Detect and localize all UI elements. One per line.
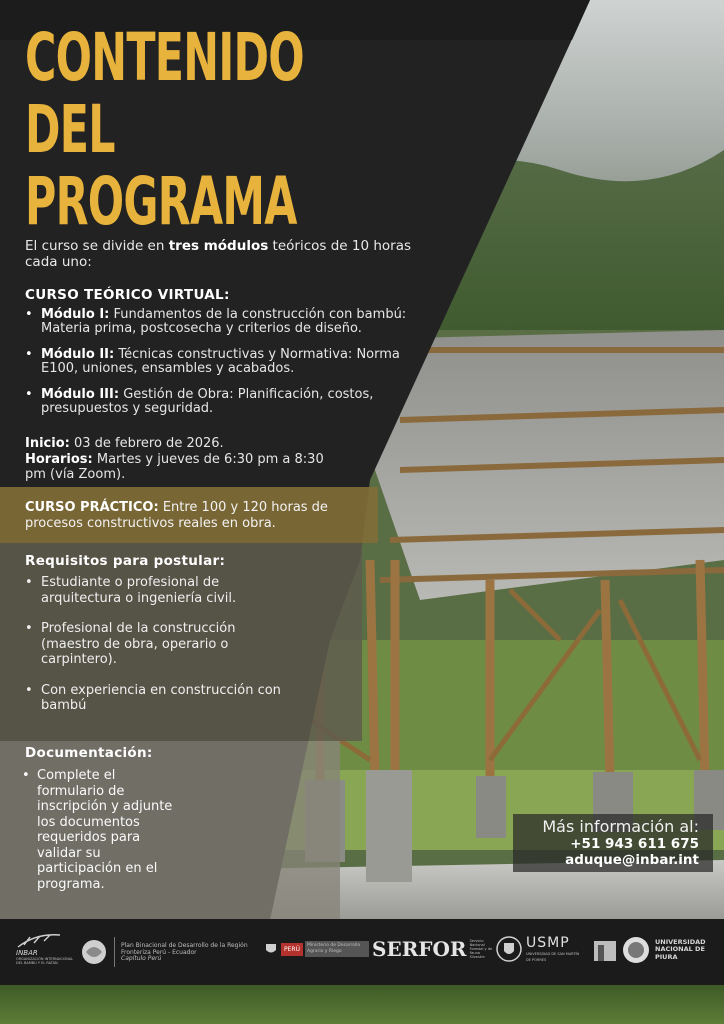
requisitos-list	[25, 575, 285, 729]
contact-phone[interactable]: +51 943 611 675	[570, 836, 699, 852]
inbar-name: INBAR	[16, 949, 38, 957]
usmp-logo	[496, 935, 582, 963]
contact-box	[513, 814, 713, 872]
plan-binacional-logo	[80, 937, 256, 967]
requisito-item: • Profesional de la construcción (maestro de obra, operario o carpintero).	[25, 621, 285, 668]
title-line-2: PROGRAMA	[25, 163, 297, 240]
peru-tag: PERÚ	[281, 943, 303, 956]
grass-strip	[0, 985, 724, 1024]
schedule	[25, 436, 325, 483]
title-line-1: CONTENIDO DEL	[25, 19, 304, 168]
building-icon	[592, 937, 618, 963]
logo-footer	[0, 919, 724, 985]
emblem-icon	[80, 938, 108, 966]
module-label: Módulo III:	[41, 387, 120, 402]
crest-icon	[496, 935, 522, 963]
plan-name: Plan Binacional de Desarrollo de la Región Fronteriza Perú - Ecuador	[121, 942, 248, 956]
module-text: Técnicas constructivas y Normativa: Norma E100, uniones, ensambles y acabados.	[41, 347, 400, 376]
plan-sub: Capítulo Perú	[121, 955, 162, 962]
documentacion-item: • Complete el formulario de inscripción y adjunte los documentos requeridos para validar su participación en el programa.	[22, 768, 182, 892]
module-text: Fundamentos de la construcción con bambú: Materia prima, postcosecha y criterios de diseño.	[41, 307, 407, 336]
page-title	[25, 19, 327, 240]
module-label: Módulo II:	[41, 347, 115, 362]
practico-value: Entre 100 y 120 horas de procesos constructivos reales en obra.	[25, 500, 328, 531]
unp-logo	[592, 935, 707, 965]
horarios-label: Horarios:	[25, 451, 93, 467]
intro-text	[25, 238, 425, 270]
intro-pre: El curso se divide en	[25, 238, 169, 254]
modules-list	[25, 308, 415, 428]
practico-text	[25, 500, 355, 531]
requisito-item: • Estudiante o profesional de arquitectura o ingeniería civil.	[25, 575, 285, 606]
bamboo-leaf-icon	[16, 933, 62, 949]
usmp-sub: UNIVERSIDAD DE SAN MARTÍN DE PORRES	[526, 952, 580, 962]
seal-icon	[621, 935, 651, 965]
inicio-label: Inicio:	[25, 436, 70, 451]
practico-label: CURSO PRÁCTICO:	[25, 500, 159, 515]
module-text: Gestión de Obra: Planificación, costos, presupuestos y seguridad.	[41, 387, 374, 416]
minagri-name: Ministerio de Desarrollo Agrario y Riego	[305, 941, 369, 957]
documentacion-list	[22, 768, 182, 892]
usmp-name: USMP	[526, 935, 570, 951]
shield-icon	[264, 942, 278, 956]
inbar-sub: ORGANIZACIÓN INTERNACIONAL DEL BAMBÚ Y EL RATÁN	[16, 957, 74, 965]
documentacion-heading: Documentación:	[25, 745, 153, 761]
requisitos-heading: Requisitos para postular:	[25, 553, 226, 569]
serfor-logo	[372, 937, 496, 961]
module-label: Módulo I:	[41, 307, 110, 322]
requisito-item: • Con experiencia en construcción con bambú	[25, 683, 285, 714]
minagri-logo	[264, 941, 369, 957]
contact-email[interactable]: aduque@inbar.int	[565, 852, 699, 868]
virtual-heading: CURSO TEÓRICO VIRTUAL:	[25, 287, 230, 303]
serfor-name: SERFOR	[372, 937, 467, 961]
intro-bold: tres módulos	[168, 238, 269, 254]
module-item	[25, 308, 415, 336]
module-item	[25, 388, 415, 416]
inbar-logo	[16, 933, 76, 965]
unp-name: UNIVERSIDAD NACIONAL DE PIURA	[655, 937, 706, 961]
intro-post: teóricos de 10 horas cada uno:	[25, 238, 412, 270]
horarios-value: Martes y jueves de 6:30 pm a 8:30 pm (vía Zoom).	[25, 451, 324, 482]
module-item	[25, 348, 415, 376]
serfor-sub: Servicio Nacional Forestal y de Fauna Silvestre	[469, 939, 493, 959]
inicio-value: 03 de febrero de 2026.	[69, 436, 224, 451]
contact-label: Más información al:	[542, 817, 699, 836]
